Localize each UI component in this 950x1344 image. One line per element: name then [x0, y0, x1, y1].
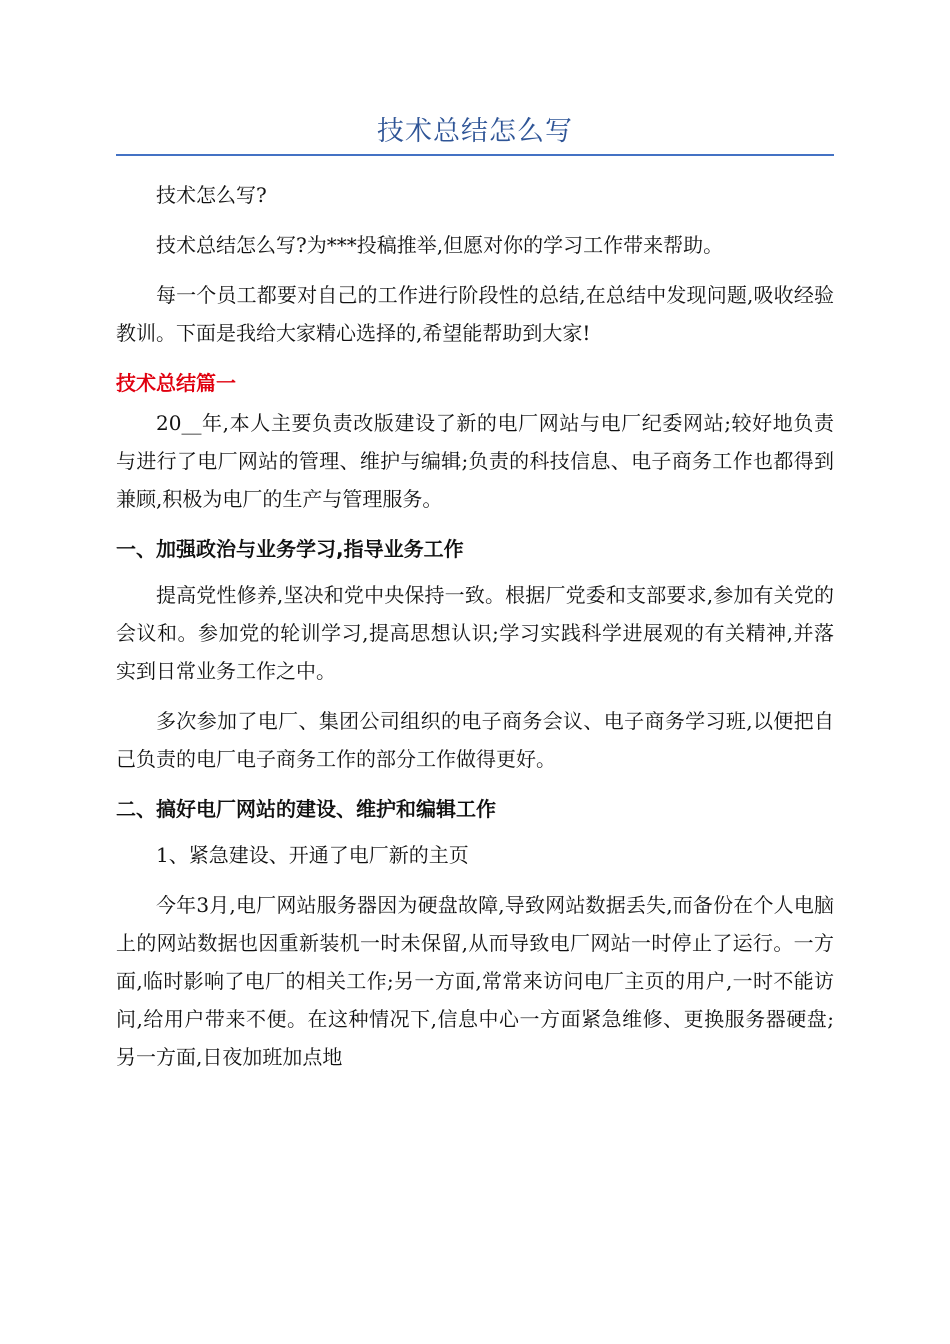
paragraph-1: 20__年,本人主要负责改版建设了新的电厂网站与电厂纪委网站;较好地负责与进行了电厂网站的管理、维护与编辑;负责的科技信息、电子商务工作也都得到兼顾,积极为电厂的生产与管理服务。: [116, 411, 834, 511]
subheading-1: 一、加强政治与业务学习,指导业务工作: [116, 537, 464, 561]
title-underline: [116, 154, 834, 156]
paragraph-5: 今年3月,电厂网站服务器因为硬盘故障,导致网站数据丢失,而备份在个人电脑上的网站数据也因重新装机一时未保留,从而导致电厂网站一时停止了运行。一方面,临时影响了电厂的相关工作;另一方面,常常来访问电厂主页的用户,一时不能访问,给用户带来不便。在这种情况下,信息中心一方面紧急维修、更换服务器硬盘;另一方面,日夜加班加点地: [116, 893, 834, 1069]
paragraph-intro-2: 每一个员工都要对自己的工作进行阶段性的总结,在总结中发现问题,吸收经验教训。下面是我给大家精心选择的,希望能帮助到大家!: [116, 283, 834, 345]
subheading-2: 二、搞好电厂网站的建设、维护和编辑工作: [116, 797, 496, 821]
paragraph-2: 提高党性修养,坚决和党中央保持一致。根据厂党委和支部要求,参加有关党的会议和。参加党的轮训学习,提高思想认识;学习实践科学进展观的有关精神,并落实到日常业务工作之中。: [116, 583, 834, 683]
page-title: 技术总结怎么写: [377, 116, 573, 147]
paragraph-3: 多次参加了电厂、集团公司组织的电子商务会议、电子商务学习班,以便把自己负责的电厂电子商务工作的部分工作做得更好。: [116, 709, 834, 771]
section-heading: 技术总结篇一: [116, 371, 236, 395]
paragraph-intro-1: 技术总结怎么写?为***投稿推举,但愿对你的学习工作带来帮助。: [156, 233, 724, 257]
document-body: [116, 176, 834, 1088]
paragraph-intro-question: 技术怎么写?: [156, 183, 267, 207]
paragraph-4: 1、紧急建设、开通了电厂新的主页: [156, 843, 469, 867]
